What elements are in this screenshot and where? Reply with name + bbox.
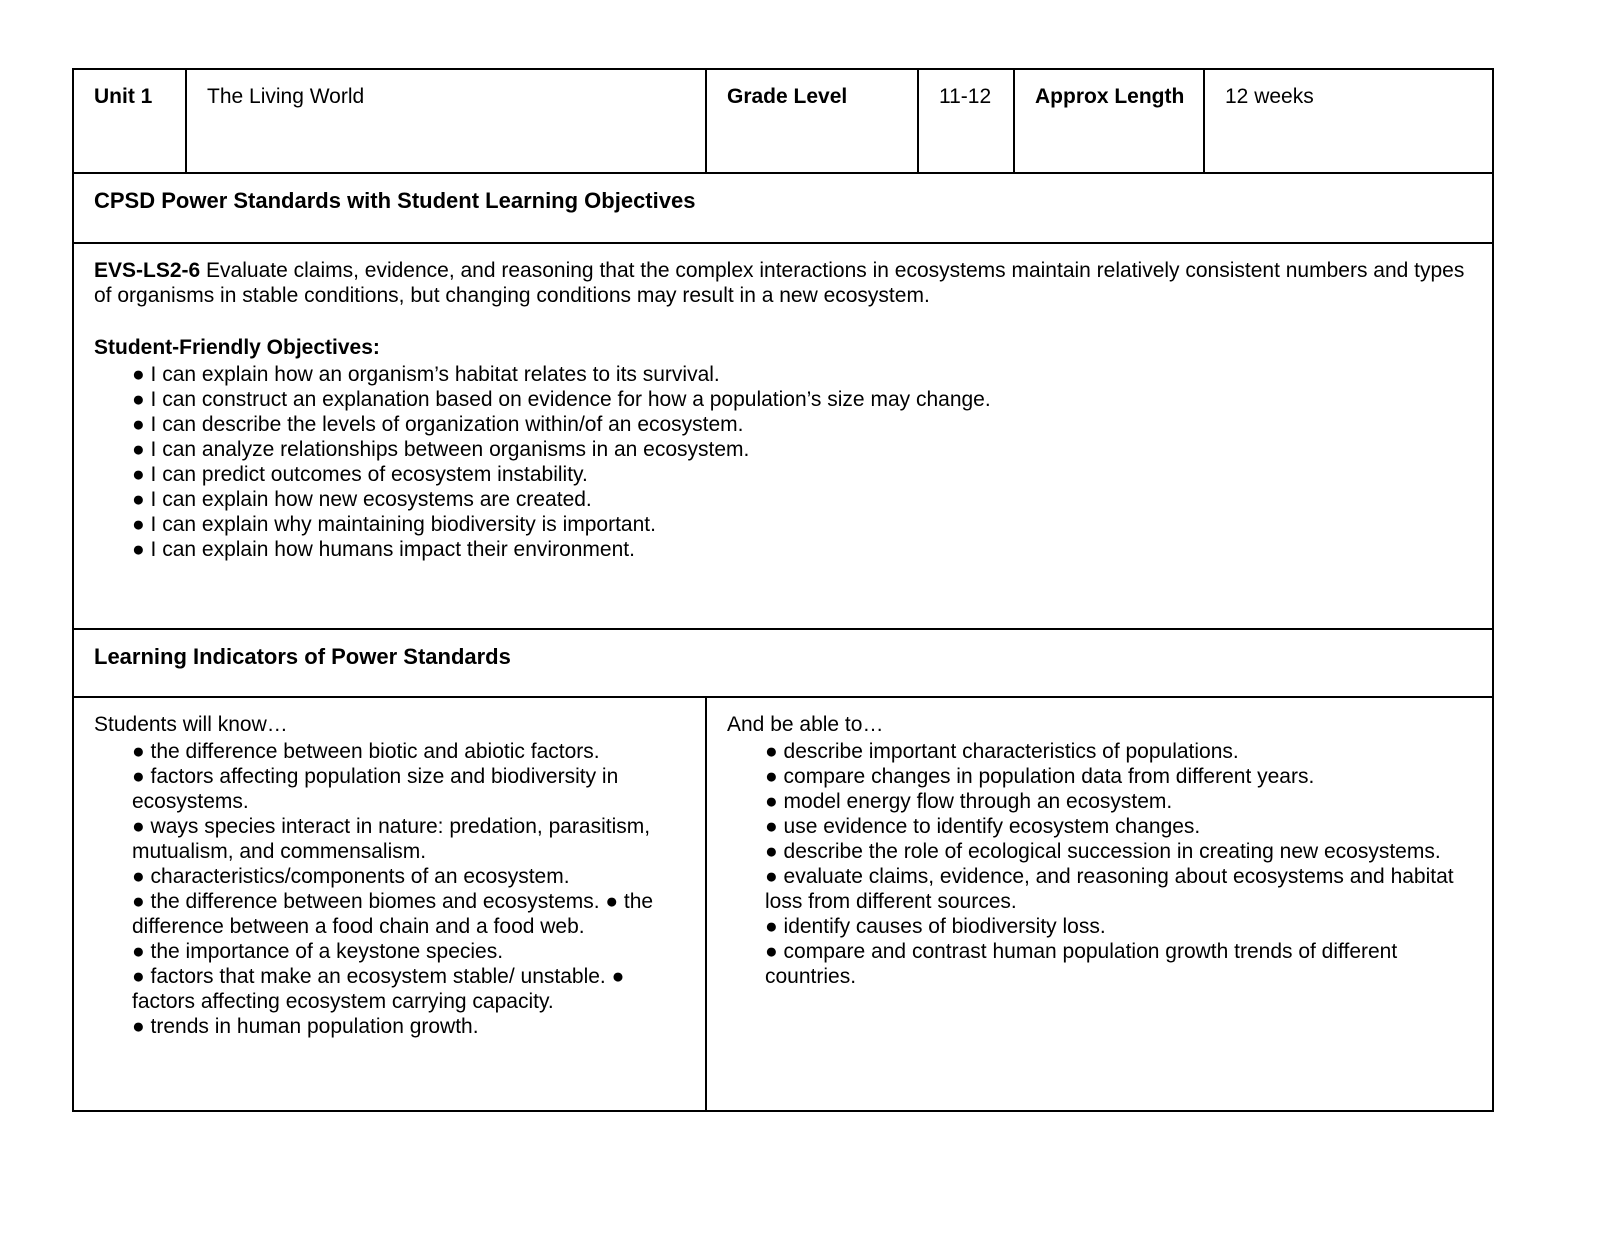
know-able-row xyxy=(73,697,1493,1111)
unit-plan-table xyxy=(72,68,1494,1112)
bullet-item: ● I can explain how humans impact their environment. xyxy=(132,537,1474,562)
indicators-title-cell xyxy=(73,629,1493,697)
unit-label-cell: Unit 1 xyxy=(73,69,186,173)
bullet-item: ● describe important characteristics of populations. xyxy=(765,739,1474,764)
bullet-item: ● describe the role of ecological succession in creating new ecosystems. xyxy=(765,839,1474,864)
know-heading: Students will know… xyxy=(94,713,288,736)
bullet-item: ● identify causes of biodiversity loss. xyxy=(765,914,1474,939)
bullet-item: ● use evidence to identify ecosystem changes. xyxy=(765,814,1474,839)
standards-section-title: CPSD Power Standards with Student Learning Objectives xyxy=(94,188,696,213)
approx-length-label-cell: Approx Length xyxy=(1014,69,1204,173)
standards-title-row xyxy=(73,173,1493,243)
know-list xyxy=(94,739,687,1039)
bullet-item: ● compare changes in population data from different years. xyxy=(765,764,1474,789)
bullet-item: ● compare and contrast human population growth trends of different countries. xyxy=(765,939,1474,989)
grade-level-value-cell: 11-12 xyxy=(918,69,1014,173)
approx-length-value-cell: 12 weeks xyxy=(1204,69,1493,173)
bullet-item: ● model energy flow through an ecosystem. xyxy=(765,789,1474,814)
bullet-item: ● the difference between biomes and ecosystems. ● the difference between a food chain and a food web. xyxy=(132,889,687,939)
bullet-item: ● I can explain how new ecosystems are created. xyxy=(132,487,1474,512)
standards-title-cell xyxy=(73,173,1493,243)
grade-level-label-cell: Grade Level xyxy=(706,69,918,173)
bullet-item: ● the importance of a keystone species. xyxy=(132,939,687,964)
bullet-item: ● I can explain why maintaining biodiversity is important. xyxy=(132,512,1474,537)
unit-title-cell: The Living World xyxy=(186,69,706,173)
bullet-item: ● I can analyze relationships between organisms in an ecosystem. xyxy=(132,437,1474,462)
students-will-know-cell xyxy=(73,697,706,1111)
objectives-list xyxy=(94,362,1474,562)
standard-text: Evaluate claims, evidence, and reasoning that the complex interactions in ecosystems maintain relatively consistent numbers and types of organisms in stable conditions, but changing conditions may result in a new ecosystem. xyxy=(94,259,1465,307)
able-heading: And be able to… xyxy=(727,713,884,736)
bullet-item: ● ways species interact in nature: predation, parasitism, mutualism, and commensalism. xyxy=(132,814,687,864)
indicators-title-row xyxy=(73,629,1493,697)
able-list xyxy=(727,739,1474,989)
standard-row xyxy=(73,243,1493,629)
and-be-able-to-cell xyxy=(706,697,1493,1111)
standard-code: EVS-LS2-6 xyxy=(94,259,201,282)
bullet-item: ● factors affecting population size and biodiversity in ecosystems. xyxy=(132,764,687,814)
bullet-item: ● I can construct an explanation based on evidence for how a population’s size may change. xyxy=(132,387,1474,412)
bullet-item: ● evaluate claims, evidence, and reasoning about ecosystems and habitat loss from different sources. xyxy=(765,864,1474,914)
bullet-item: ● the difference between biotic and abiotic factors. xyxy=(132,739,687,764)
bullet-item: ● factors that make an ecosystem stable/ unstable. ● factors affecting ecosystem carrying capacity. xyxy=(132,964,687,1014)
indicators-section-title: Learning Indicators of Power Standards xyxy=(94,644,511,669)
bullet-item: ● I can explain how an organism’s habitat relates to its survival. xyxy=(132,362,1474,387)
bullet-item: ● I can predict outcomes of ecosystem instability. xyxy=(132,462,1474,487)
objectives-heading: Student-Friendly Objectives: xyxy=(94,336,380,359)
bullet-item: ● characteristics/components of an ecosystem. xyxy=(132,864,687,889)
bullet-item: ● trends in human population growth. xyxy=(132,1014,687,1039)
standard-cell xyxy=(73,243,1493,629)
standard-paragraph xyxy=(94,258,1474,308)
bullet-item: ● I can describe the levels of organization within/of an ecosystem. xyxy=(132,412,1474,437)
header-row xyxy=(73,69,1493,173)
